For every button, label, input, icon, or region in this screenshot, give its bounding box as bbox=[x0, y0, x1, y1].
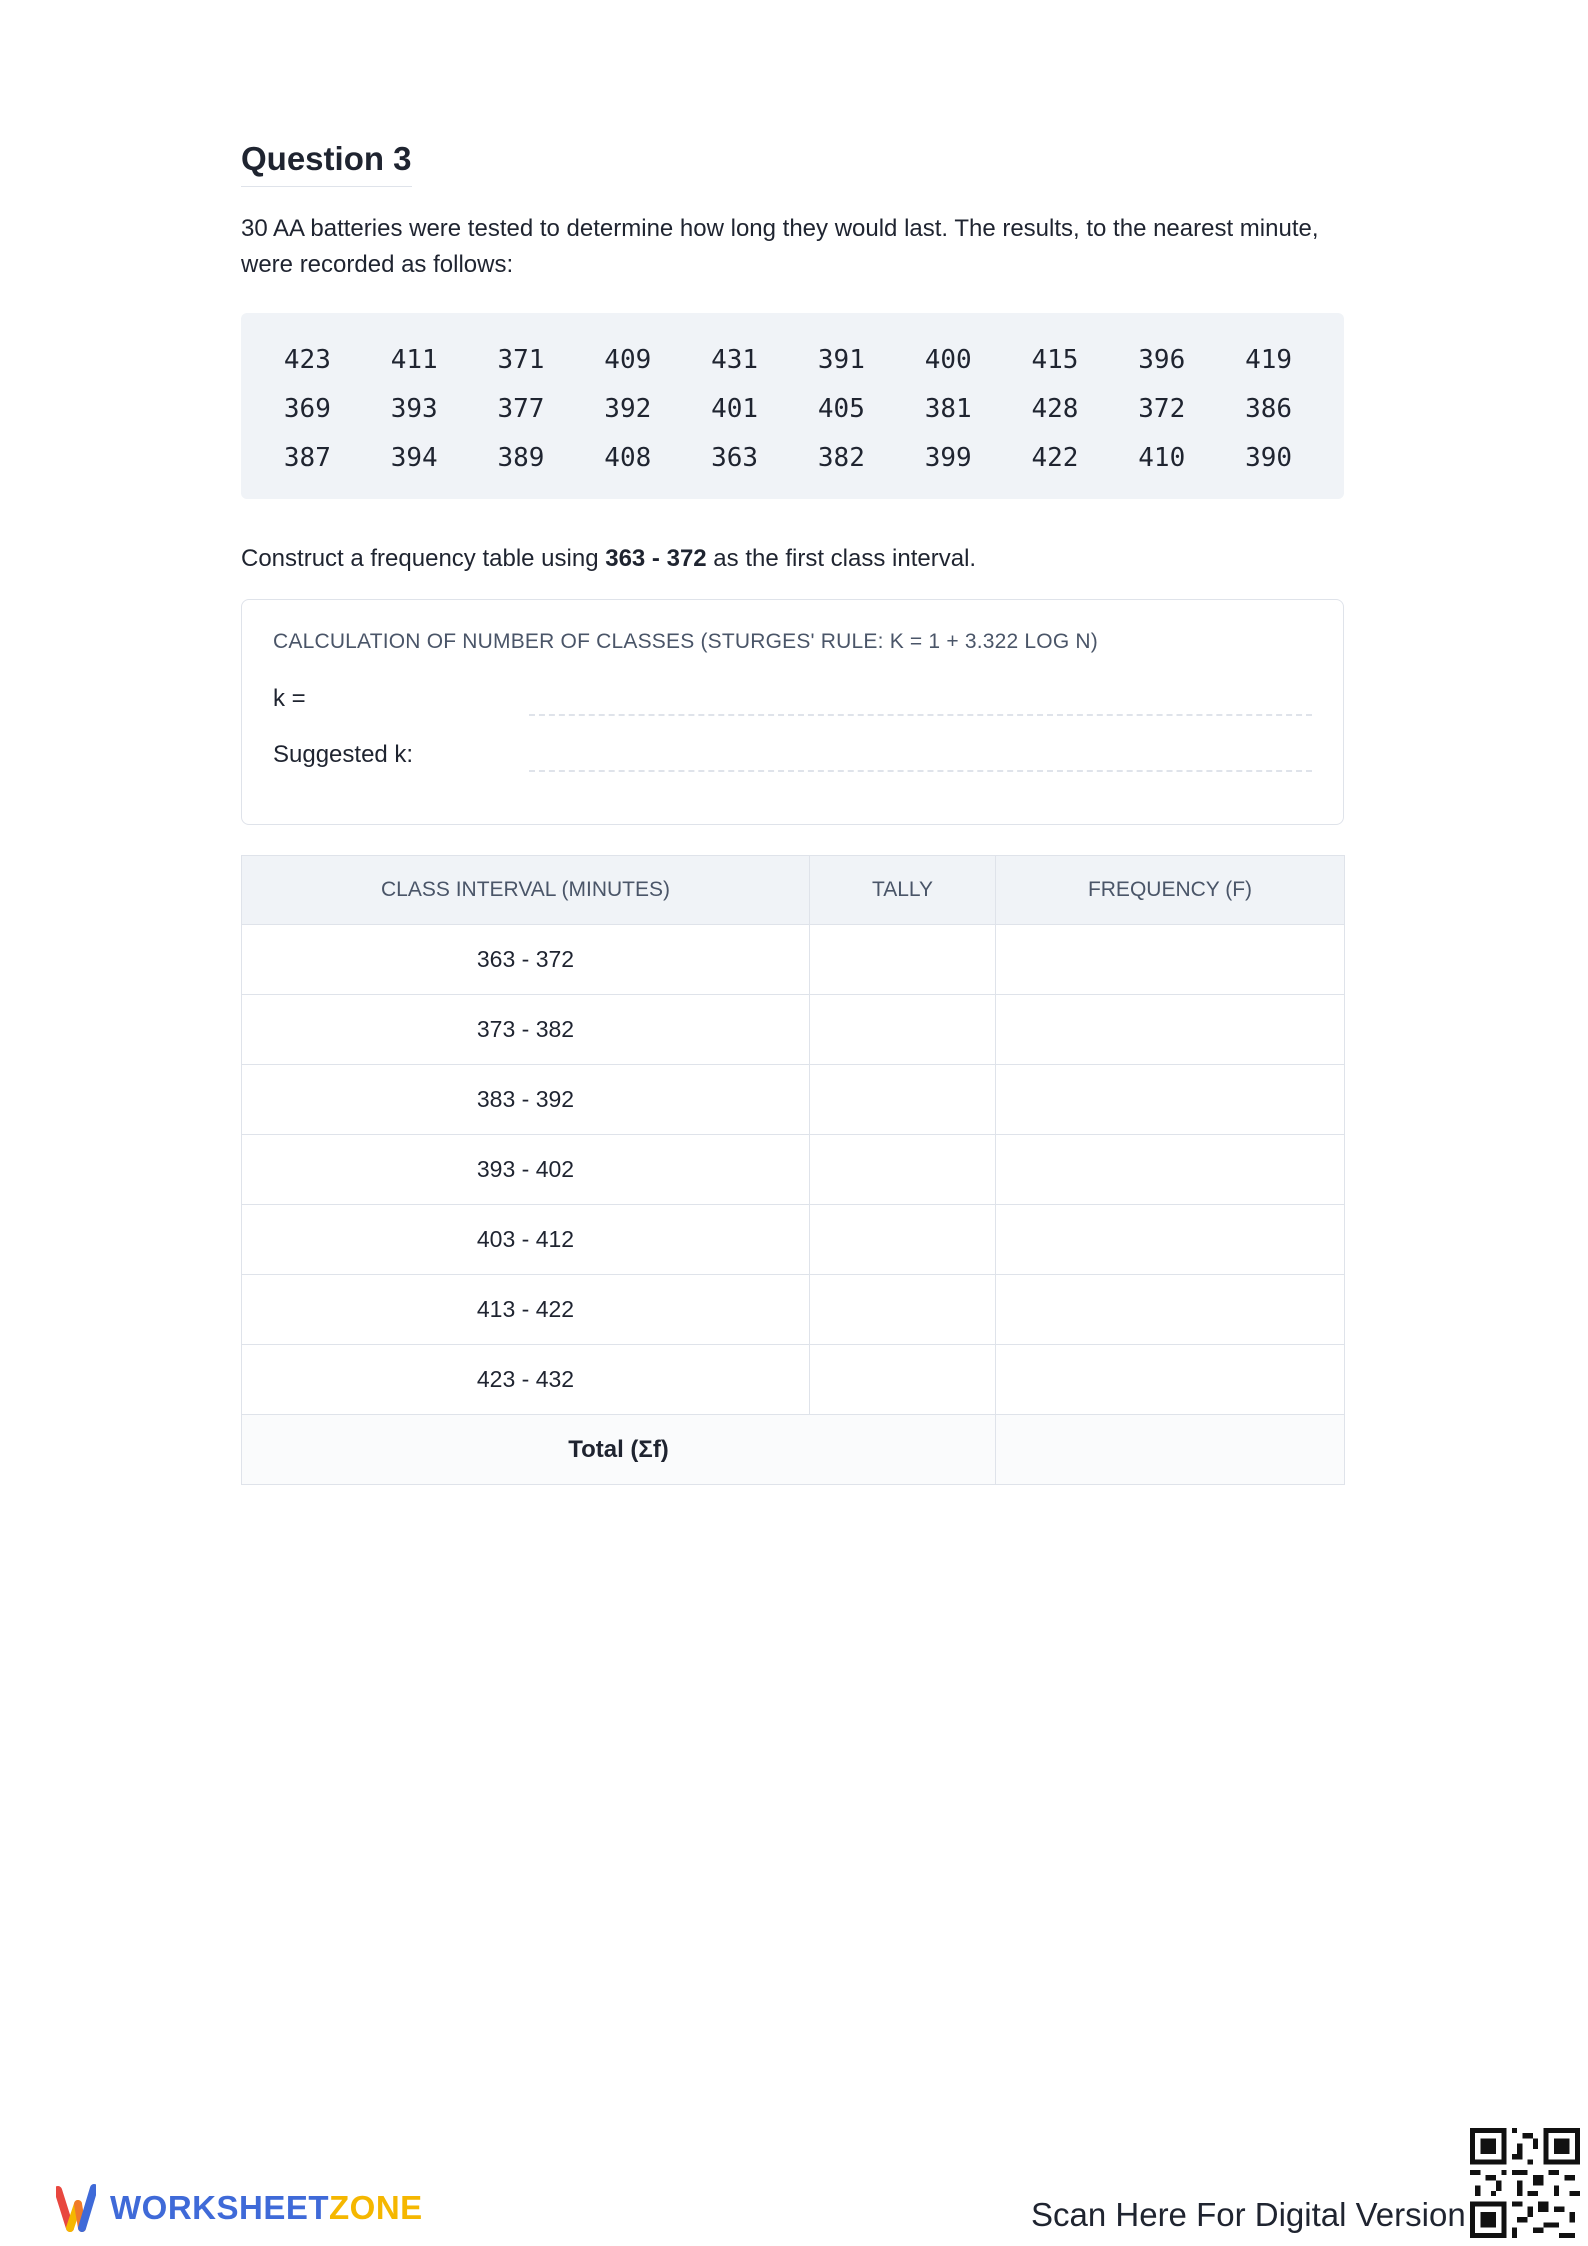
data-value: 405 bbox=[817, 393, 865, 424]
data-row bbox=[241, 433, 1344, 482]
data-value: 401 bbox=[711, 393, 759, 424]
data-value: 382 bbox=[817, 442, 865, 473]
class-interval-cell: 383 - 392 bbox=[242, 1065, 810, 1135]
data-value: 415 bbox=[1031, 344, 1079, 375]
header-tally: TALLY bbox=[810, 856, 996, 925]
frequency-table bbox=[241, 855, 1345, 1485]
question-title: Question 3 bbox=[241, 140, 412, 187]
logo-text bbox=[110, 2189, 423, 2227]
data-value: 372 bbox=[1138, 393, 1186, 424]
k-answer-blank[interactable] bbox=[529, 682, 1312, 716]
tally-cell[interactable] bbox=[810, 1135, 996, 1205]
worksheet-page bbox=[241, 140, 1344, 1485]
total-label: Total (Σf) bbox=[242, 1415, 996, 1485]
data-box bbox=[241, 313, 1344, 499]
table-row bbox=[242, 1275, 1345, 1345]
k-label: k = bbox=[273, 685, 306, 712]
class-interval-cell: 403 - 412 bbox=[242, 1205, 810, 1275]
logo-w-icon bbox=[56, 2182, 96, 2234]
frequency-cell[interactable] bbox=[996, 995, 1345, 1065]
suggested-k-line bbox=[273, 738, 1312, 772]
data-value: 408 bbox=[604, 442, 652, 473]
instruction-bold: 363 - 372 bbox=[605, 545, 707, 572]
class-interval-cell: 413 - 422 bbox=[242, 1275, 810, 1345]
class-interval-cell: 393 - 402 bbox=[242, 1135, 810, 1205]
data-row bbox=[241, 335, 1344, 384]
k-line bbox=[273, 682, 1312, 716]
data-value: 409 bbox=[604, 344, 652, 375]
table-row bbox=[242, 1135, 1345, 1205]
table-row bbox=[242, 1345, 1345, 1415]
suggested-k-answer-blank[interactable] bbox=[529, 738, 1312, 772]
tally-cell[interactable] bbox=[810, 1205, 996, 1275]
tally-cell[interactable] bbox=[810, 1065, 996, 1135]
calculation-title: CALCULATION OF NUMBER OF CLASSES (STURGES' RULE: K = 1 + 3.322 LOG N) bbox=[273, 630, 1098, 653]
data-value: 377 bbox=[497, 393, 545, 424]
question-intro: 30 AA batteries were tested to determine how long they would last. The results, to the nearest minute, were recorded as follows: bbox=[241, 215, 1319, 278]
data-value: 387 bbox=[283, 442, 331, 473]
scan-caption: Scan Here For Digital Version bbox=[1031, 2196, 1466, 2233]
data-value: 410 bbox=[1138, 442, 1186, 473]
frequency-cell[interactable] bbox=[996, 1135, 1345, 1205]
data-value: 391 bbox=[817, 344, 865, 375]
table-row bbox=[242, 1065, 1345, 1135]
data-value: 394 bbox=[390, 442, 438, 473]
frequency-cell[interactable] bbox=[996, 1065, 1345, 1135]
qr-code-icon[interactable] bbox=[1470, 2128, 1580, 2238]
frequency-cell[interactable] bbox=[996, 1205, 1345, 1275]
calculation-box bbox=[241, 599, 1344, 825]
data-value: 428 bbox=[1031, 393, 1079, 424]
instruction-before: Construct a frequency table using bbox=[241, 545, 606, 572]
table-row bbox=[242, 1205, 1345, 1275]
data-value: 400 bbox=[924, 344, 972, 375]
logo-text-zone: ZONE bbox=[329, 2189, 423, 2226]
data-value: 392 bbox=[604, 393, 652, 424]
total-frequency-cell[interactable] bbox=[996, 1415, 1345, 1485]
tally-cell[interactable] bbox=[810, 1345, 996, 1415]
data-value: 381 bbox=[924, 393, 972, 424]
table-header-row bbox=[242, 856, 1345, 925]
class-interval-cell: 423 - 432 bbox=[242, 1345, 810, 1415]
data-value: 371 bbox=[497, 344, 545, 375]
table-row bbox=[242, 925, 1345, 995]
instruction-after: as the first class interval. bbox=[706, 545, 977, 572]
tally-cell[interactable] bbox=[810, 1275, 996, 1345]
data-value: 396 bbox=[1138, 344, 1186, 375]
header-frequency: FREQUENCY (F) bbox=[996, 856, 1345, 925]
frequency-cell[interactable] bbox=[996, 1275, 1345, 1345]
frequency-cell[interactable] bbox=[996, 925, 1345, 995]
tally-cell[interactable] bbox=[810, 995, 996, 1065]
worksheetzone-logo bbox=[56, 2182, 423, 2234]
data-value: 393 bbox=[390, 393, 438, 424]
data-value: 422 bbox=[1031, 442, 1079, 473]
data-value: 423 bbox=[283, 344, 331, 375]
table-row bbox=[242, 995, 1345, 1065]
data-row bbox=[241, 384, 1344, 433]
class-interval-cell: 363 - 372 bbox=[242, 925, 810, 995]
suggested-k-label: Suggested k: bbox=[273, 741, 414, 768]
data-value: 419 bbox=[1245, 344, 1293, 375]
total-row bbox=[242, 1415, 1345, 1485]
header-class-interval: CLASS INTERVAL (MINUTES) bbox=[242, 856, 810, 925]
frequency-cell[interactable] bbox=[996, 1345, 1345, 1415]
data-value: 399 bbox=[924, 442, 972, 473]
data-value: 431 bbox=[711, 344, 759, 375]
data-value: 363 bbox=[711, 442, 759, 473]
tally-cell[interactable] bbox=[810, 925, 996, 995]
instruction-text bbox=[241, 541, 1344, 577]
data-value: 389 bbox=[497, 442, 545, 473]
data-value: 411 bbox=[390, 344, 438, 375]
data-value: 390 bbox=[1245, 442, 1293, 473]
data-value: 386 bbox=[1245, 393, 1293, 424]
data-value: 369 bbox=[283, 393, 331, 424]
logo-text-worksheet: WORKSHEET bbox=[110, 2189, 329, 2226]
class-interval-cell: 373 - 382 bbox=[242, 995, 810, 1065]
